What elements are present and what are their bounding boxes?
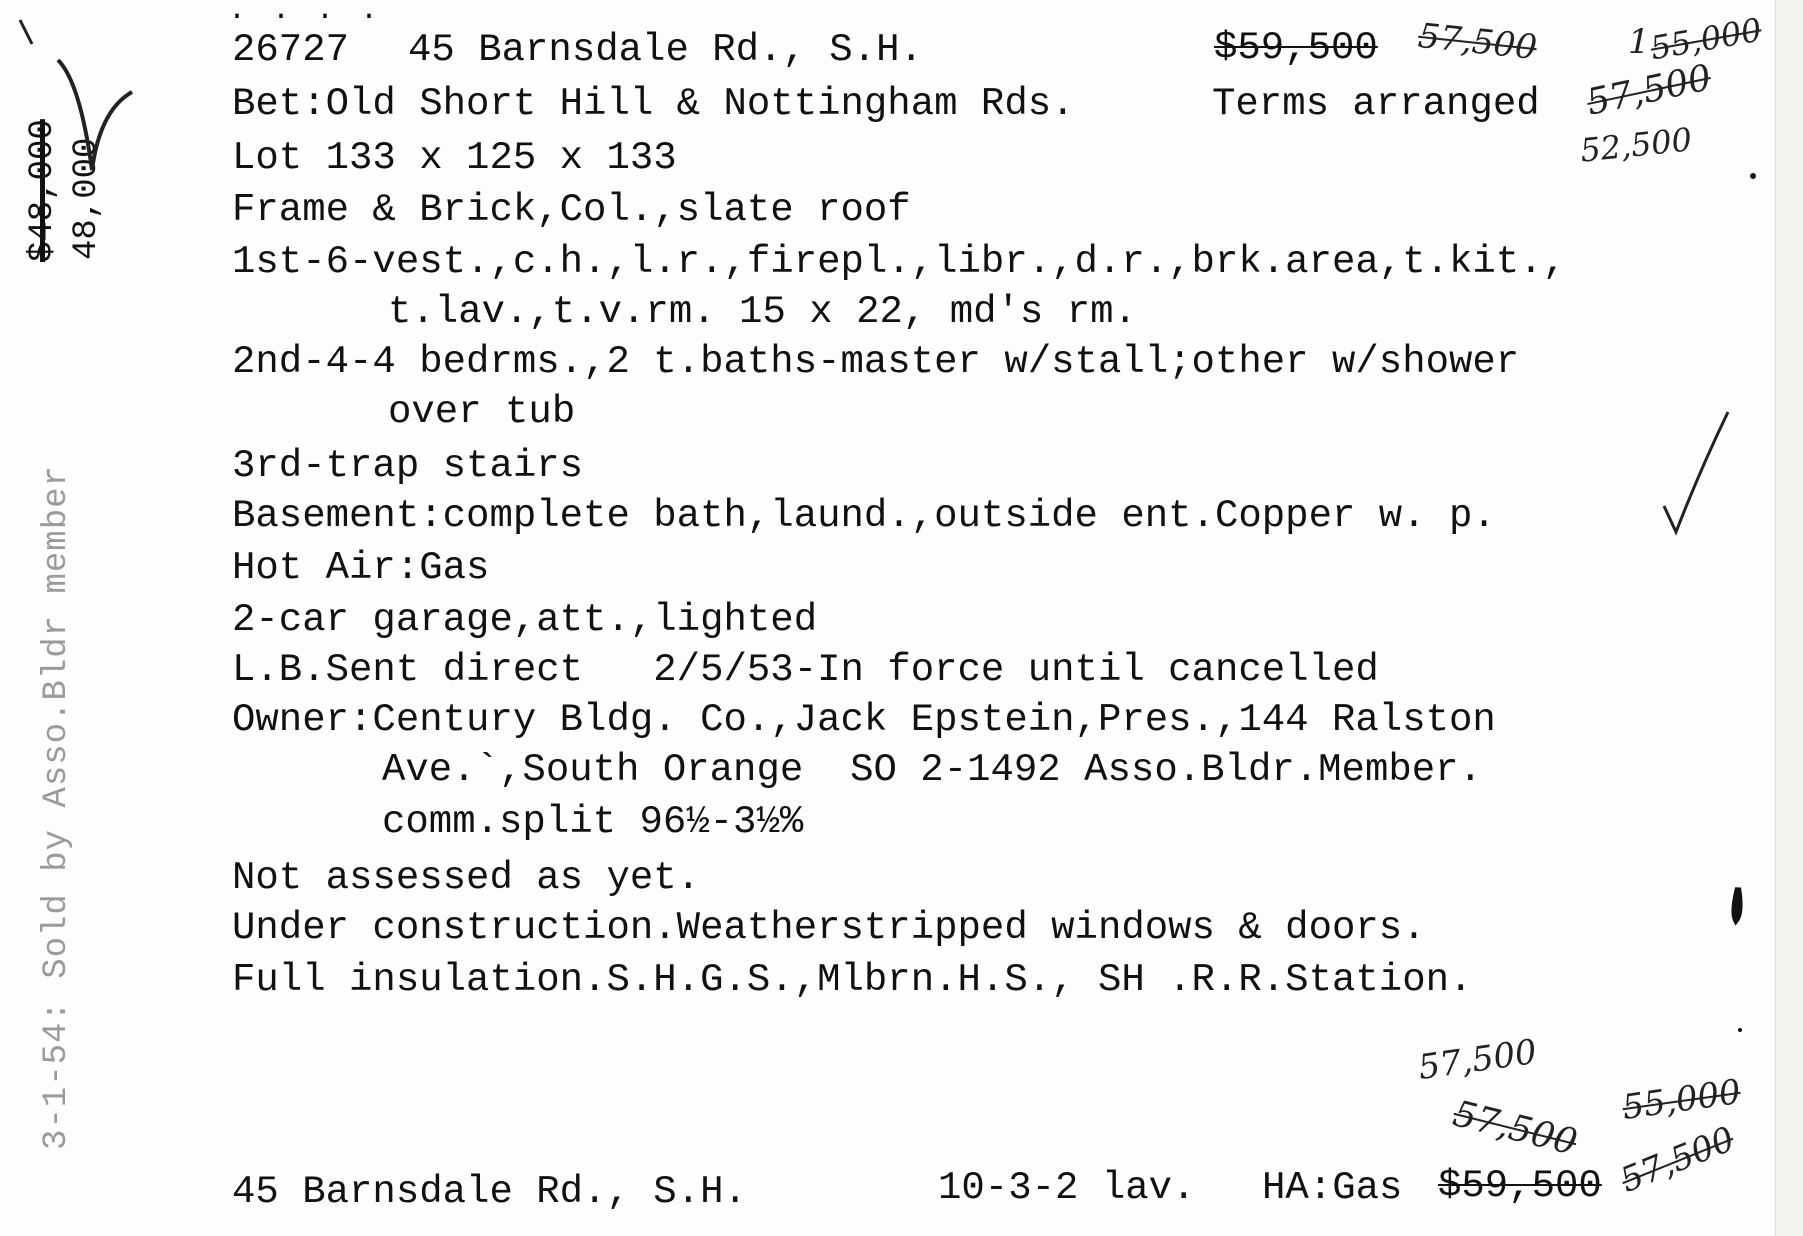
handwritten-price: 57,500 [1415, 1031, 1540, 1089]
between-roads: Bet:Old Short Hill & Nottingham Rds. [232, 82, 1075, 126]
notes-construction: Under construction.Weatherstripped windows & doors. [232, 906, 1426, 950]
handwritten-price: 57,500 [1448, 1093, 1582, 1164]
handwritten-price: 57,500 [1614, 1119, 1741, 1201]
basement: Basement:complete bath,laund.,outside ent.Copper w. p. [232, 494, 1496, 538]
second-floor: 2nd-4-4 bedrms.,2 t.baths-master w/stall;other w/shower [232, 340, 1520, 384]
handwritten-price: 57,500 [1416, 15, 1539, 69]
listing-number: 26727 [232, 28, 350, 72]
garage: 2-car garage,att.,lighted [232, 598, 818, 642]
new-price: 48,000 [68, 137, 106, 260]
handwritten-price: 57,500 [1583, 57, 1715, 124]
handwritten-number: 1 [1628, 22, 1650, 62]
listing-status: L.B.Sent direct 2/5/53-In force until cancelled [232, 648, 1379, 692]
second-floor-cont: over tub [388, 390, 576, 434]
sold-note: 3-1-54: Sold by Asso.Bldr member [38, 465, 76, 1150]
card-edge [1775, 0, 1803, 1236]
commission: comm.split 96½-3½% [382, 800, 804, 844]
heat: Hot Air:Gas [232, 546, 490, 590]
owner: Owner:Century Bldg. Co.,Jack Epstein,Pres.,144 Ralston [232, 698, 1496, 742]
original-price: $59,500 [1214, 26, 1378, 70]
owner-cont: Ave.`,South Orange SO 2-1492 Asso.Bldr.Member. [382, 748, 1482, 792]
footer-rooms: 10-3-2 lav. [938, 1166, 1196, 1210]
top-dots: . . . . [228, 0, 383, 28]
footer-heat: HA:Gas [1262, 1166, 1403, 1210]
notes-insulation: Full insulation.S.H.G.S.,Mlbrn.H.S., SH .R.R.Station. [232, 958, 1473, 1002]
first-floor-cont: t.lav.,t.v.rm. 15 x 22, md's rm. [388, 290, 1137, 334]
handwritten-price: 55,000 [1647, 10, 1765, 68]
terms: Terms arranged [1212, 82, 1540, 126]
footer-address: 45 Barnsdale Rd., S.H. [232, 1170, 747, 1214]
handwritten-price: 55,000 [1619, 1071, 1744, 1129]
old-price-struck: $48,000 [24, 119, 62, 262]
construction: Frame & Brick,Col.,slate roof [232, 188, 911, 232]
third-floor: 3rd-trap stairs [232, 444, 584, 488]
footer-price: $59,500 [1438, 1164, 1602, 1208]
handwritten-price: 52,500 [1578, 120, 1694, 170]
address-line: 45 Barnsdale Rd., S.H. [408, 28, 923, 72]
lot-size: Lot 133 x 125 x 133 [232, 136, 677, 180]
first-floor: 1st-6-vest.,c.h.,l.r.,firepl.,libr.,d.r.,brk.area,t.kit., [232, 240, 1567, 284]
assessment: Not assessed as yet. [232, 856, 701, 900]
